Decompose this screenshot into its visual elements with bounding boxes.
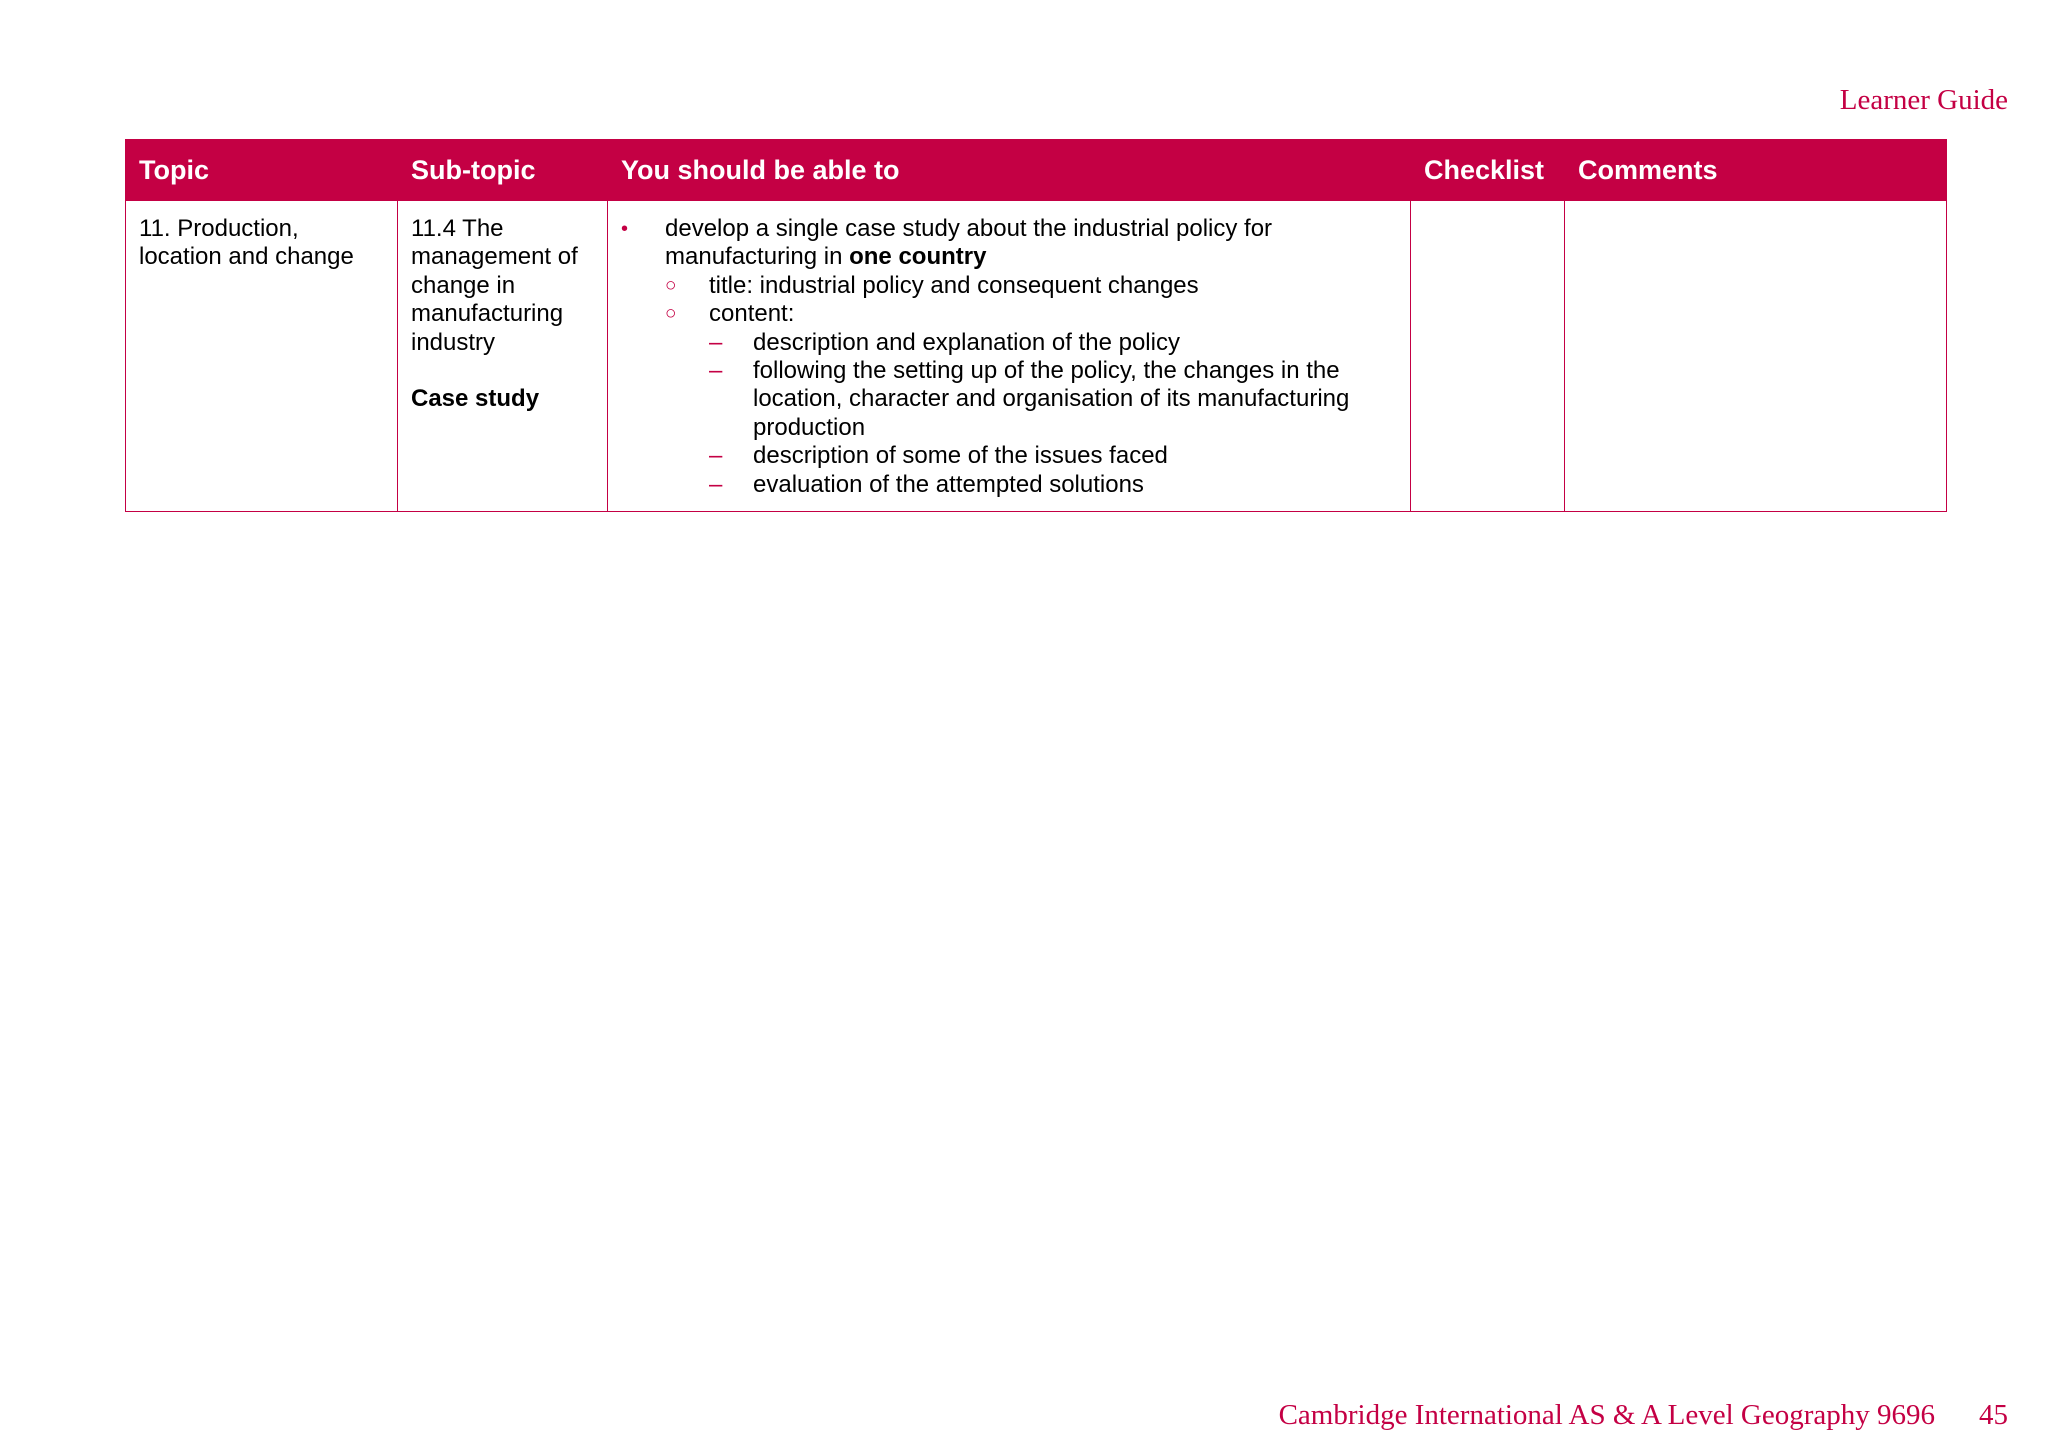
learner-guide-table bbox=[125, 139, 1947, 512]
subtopic-line: manufacturing bbox=[411, 300, 564, 328]
dash-item-text: description and explanation of the policy bbox=[753, 328, 1180, 356]
bullet-text bbox=[665, 215, 1397, 272]
running-header: Learner Guide bbox=[1839, 84, 2008, 116]
subtopic-line: industry bbox=[411, 328, 496, 356]
topic-line: location and change bbox=[139, 243, 354, 271]
header-subtopic: Sub-topic bbox=[398, 140, 608, 201]
sub-bullet-text: content: bbox=[709, 300, 795, 328]
checklist-cell[interactable] bbox=[1411, 201, 1565, 512]
dash-item-text: following the setting up of the policy, the changes in the location, character and organisation of its manufacturing production bbox=[753, 357, 1350, 441]
emphasis-one-country: one country bbox=[849, 243, 987, 271]
publication-title: Cambridge International AS & A Level Geography 9696 bbox=[1278, 1399, 1935, 1431]
circle-bullet-icon: ○ bbox=[665, 274, 677, 296]
dash-bullet-icon: – bbox=[709, 442, 723, 470]
bullet-text-line: develop a single case study about the industrial policy for bbox=[665, 215, 1273, 242]
subtopic-line: 11.4 The bbox=[411, 215, 504, 242]
bullet-item bbox=[621, 215, 1397, 272]
dash-item bbox=[621, 471, 1397, 499]
page-footer bbox=[1279, 1399, 2008, 1432]
bullet-text-prefix: manufacturing in bbox=[665, 243, 843, 271]
header-topic: Topic bbox=[126, 140, 398, 201]
header-you-should-be-able-to: You should be able to bbox=[608, 140, 1411, 201]
sub-bullet-item bbox=[621, 272, 1397, 300]
header-checklist: Checklist bbox=[1411, 140, 1565, 201]
comments-cell[interactable] bbox=[1565, 201, 1947, 512]
dash-bullet-icon: – bbox=[709, 357, 723, 385]
circle-bullet-icon: ○ bbox=[665, 303, 677, 325]
case-study-label: Case study bbox=[411, 385, 540, 413]
dash-bullet-icon: – bbox=[709, 328, 723, 356]
subtopic-line: management of bbox=[411, 243, 578, 271]
table-row bbox=[126, 201, 1947, 512]
sub-bullet-text: title: industrial policy and consequent changes bbox=[709, 271, 1199, 299]
subtopic-cell bbox=[398, 201, 608, 512]
dash-item bbox=[621, 442, 1397, 470]
dash-item bbox=[621, 329, 1397, 357]
table-header-row bbox=[126, 140, 1947, 201]
bullet-text-line bbox=[665, 243, 1397, 271]
you-should-be-able-to-cell bbox=[608, 201, 1411, 512]
line-gap bbox=[411, 357, 594, 385]
dash-item-text: evaluation of the attempted solutions bbox=[753, 470, 1144, 498]
dash-item-text: description of some of the issues faced bbox=[753, 442, 1168, 470]
header-comments: Comments bbox=[1565, 140, 1947, 201]
topic-cell bbox=[126, 201, 398, 512]
dash-item bbox=[621, 357, 1397, 442]
bullet-icon: • bbox=[621, 218, 629, 240]
page-number: 45 bbox=[1979, 1399, 2008, 1431]
topic-line: 11. Production, bbox=[139, 215, 299, 242]
sub-bullet-item bbox=[621, 300, 1397, 328]
subtopic-line: change in bbox=[411, 271, 516, 299]
dash-bullet-icon: – bbox=[709, 470, 723, 498]
